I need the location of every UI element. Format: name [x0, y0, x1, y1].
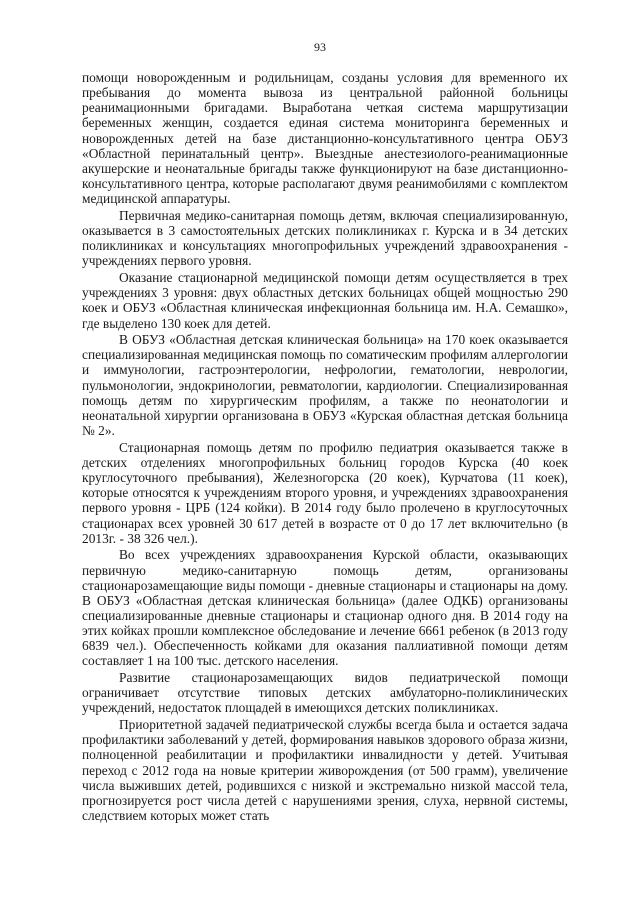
paragraph: Оказание стационарной медицинской помощи детям осуществляется в трех учреждениях 3 уровня: двух областных детских больницах общей мощностью 290 коек и ОБУЗ «Областная клиническая инфекционная больница им. Н.А. Семашко», где выделено 130 коек для детей.: [82, 270, 568, 331]
paragraph: Первичная медико-санитарная помощь детям, включая специализированную, оказывается в 3 самостоятельных детских поликлиниках г. Курска и в 34 детских поликлиниках и консультациях многопрофильных учреждений здравоохранения - учреждениях первого уровня.: [82, 207, 568, 269]
paragraph: помощи новорожденным и родильницам, созданы условия для временного их пребывания до момента вывоза из центральной районной больницы реанимационными бригадами. Выработана четкая система маршрутизации беременных женщин, создается единая система мониторинга беременных и новорожденных детей на базе дистанционно-консультативного центра ОБУЗ «Областной перинатальный центр». Выездные анестезиолого-реанимационные акушерские и неонатальные бригады также функционируют на базе дистанционно-консультативного центра, которые располагают двумя реанимобилями с комплектом медицинской аппаратуры.: [82, 70, 568, 207]
paragraph: Стационарная помощь детям по профилю педиатрия оказывается также в детских отделениях многопрофильных больниц городов Курска (40 коек круглосуточного пребывания), Железногорска (20 коек), Курчатова (11 коек), которые относятся к учреждениям второго уровня, и учреждениях здравоохранения первого уровня - ЦРБ (124 койки). В 2014 году было пролечено в круглосуточных стационарах всех уровней 30 617 детей в возрасте от 0 до 17 лет включительно (в 2013г. - 38 326 чел.).: [82, 439, 568, 546]
document-body: [82, 70, 568, 825]
paragraph: В ОБУЗ «Областная детская клиническая больница» на 170 коек оказывается специализированная медицинская помощь по соматическим профилям аллергологии и иммунологии, гастроэнтерологии, нефрологии, гематологии, неврологии, пульмонологии, эндокринологии, ревматологии, кардиологии. Специализированная помощь детям по хирургическим профилям, а также по неонатологии и неонатальной хирургии организована в ОБУЗ «Курская областная детская больница № 2».: [82, 332, 569, 439]
page-number: 93: [314, 40, 326, 54]
paragraph: Развитие стационарозамещающих видов педиатрической помощи ограничивает отсутствие типовых детских амбулаторно-поликлинических учреждений, недостаток площадей в имеющихся детских поликлиниках.: [82, 670, 568, 716]
paragraph: Приоритетной задачей педиатрической службы всегда была и остается задача профилактики заболеваний у детей, формирования навыков здорового образа жизни, полноценной реабилитации и профилактики инвалидности у детей. Учитывая переход с 2012 года на новые критерии живорождения (от 500 грамм), увеличение числа выживших детей, родившихся с низкой и экстремально низкой массой тела, прогнозируется рост числа детей с нарушениями зрения, слуха, нервной системы, следствием которых может стать: [82, 717, 568, 823]
paragraph: Во всех учреждениях здравоохранения Курской области, оказывающих первичную медико-санитарную помощь детям, организованы стационарозамещающие виды помощи - дневные стационары и стационары на дому. В ОБУЗ «Областная детская клиническая больница» (далее ОДКБ) организованы специализированные дневные стационары и стационар одного дня. В 2014 году на этих койках прошли комплексное обследование и лечение 6661 ребенок (в 2013 году 6839 чел.). Обеспеченность койками для оказания паллиативной помощи детям составляет 1 на 100 тыс. детского населения.: [82, 547, 568, 669]
